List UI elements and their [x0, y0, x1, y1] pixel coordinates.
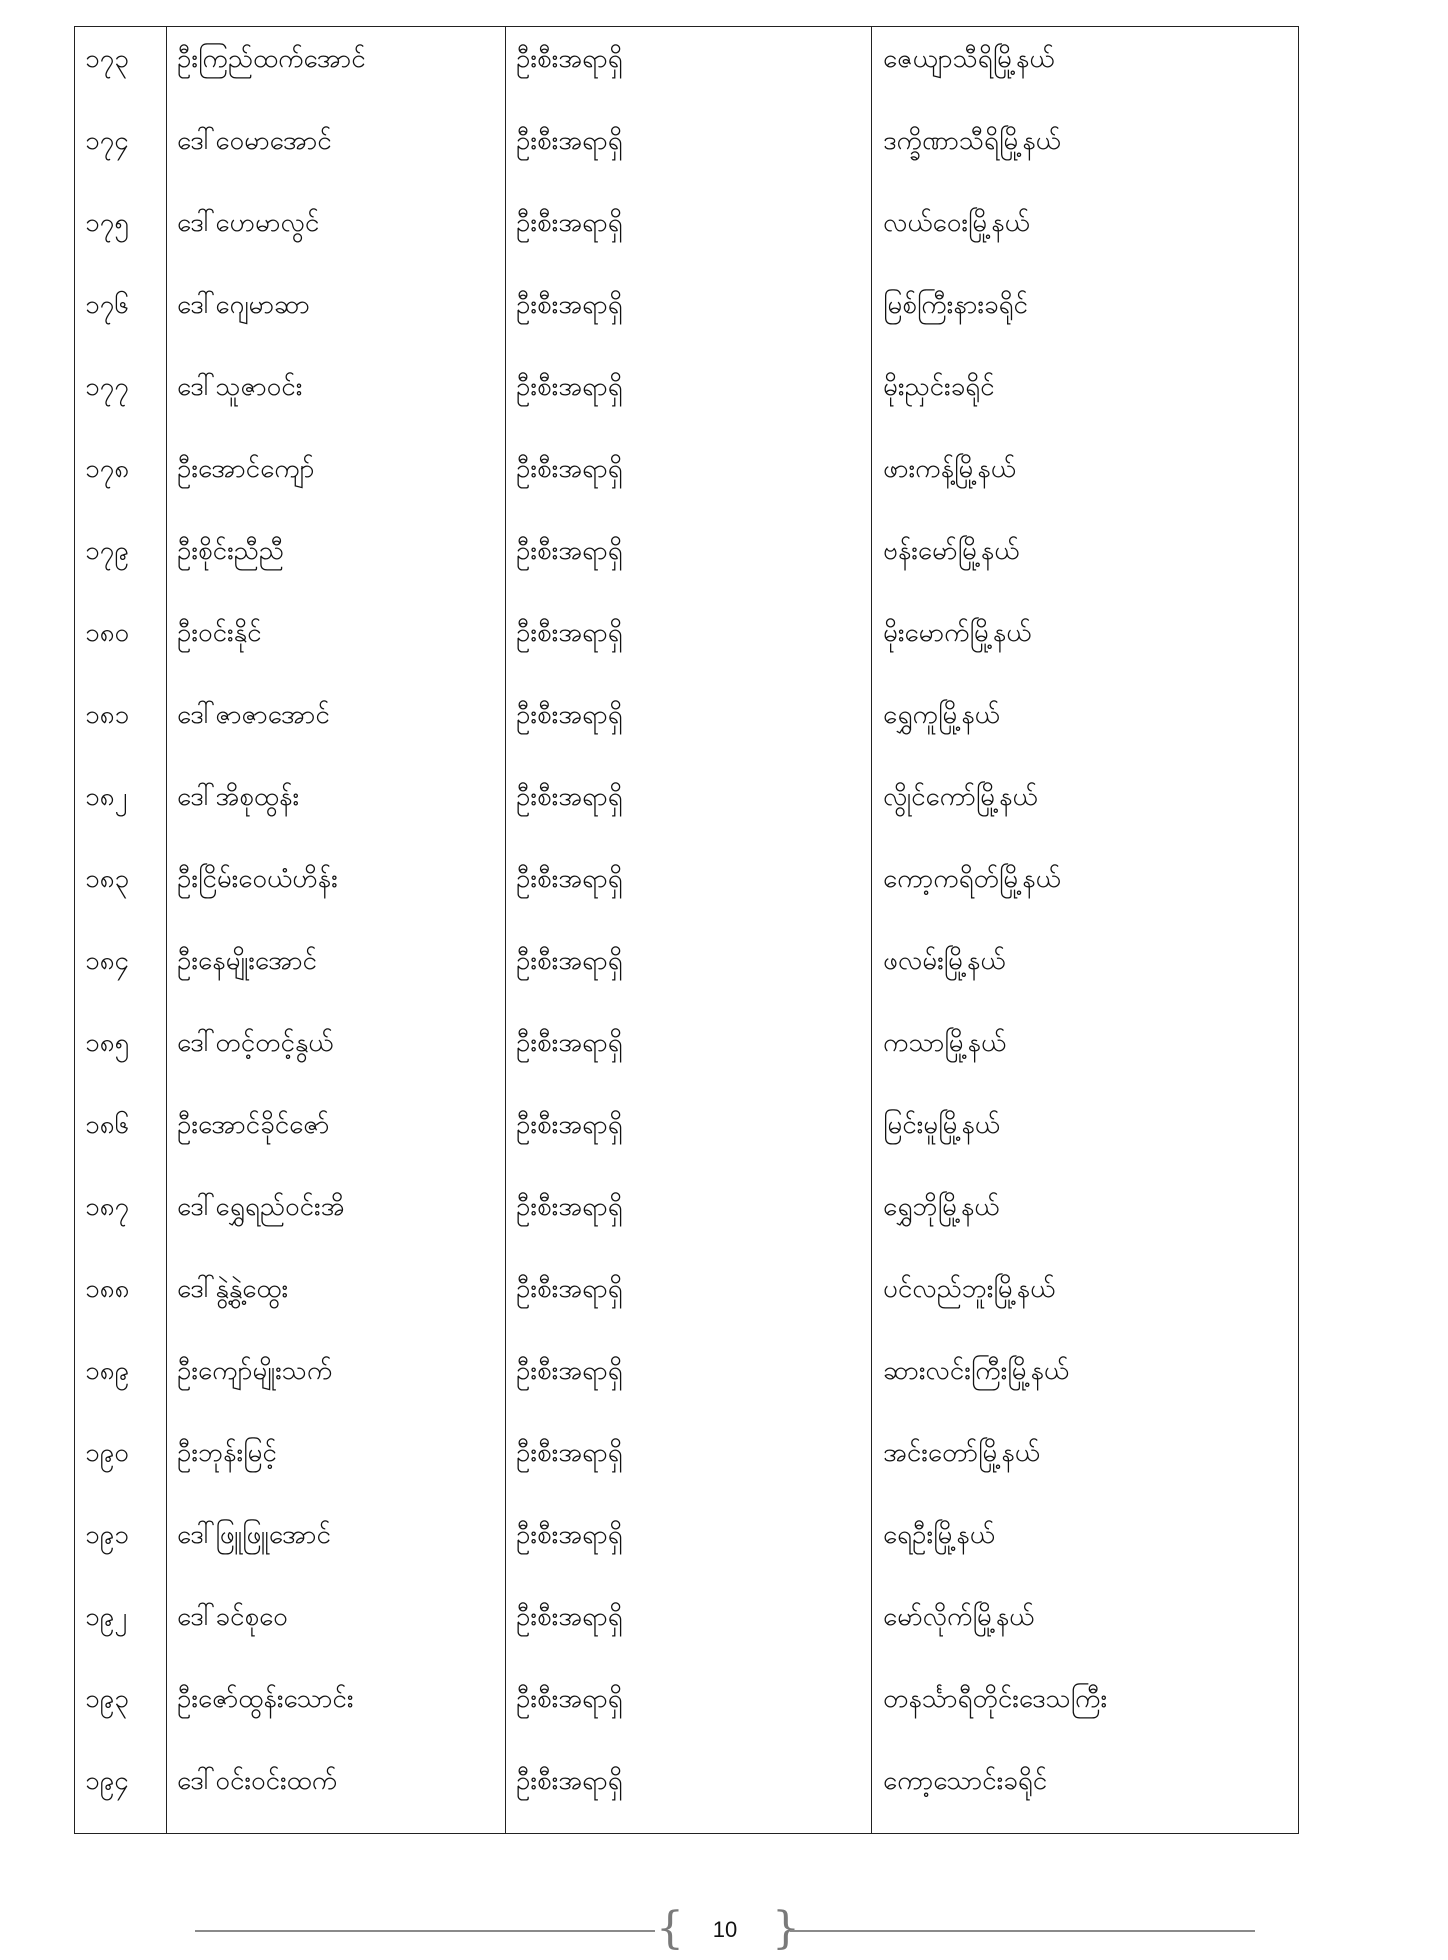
close-brace-icon: } [772, 1903, 800, 1954]
row-number: ၁၈၁ [85, 700, 130, 730]
table-row [75, 285, 1298, 367]
row-number: ၁၈၄ [85, 946, 130, 976]
person-name: ဒေါ်အိစုထွန်း [177, 782, 300, 812]
person-name: ဦးအောင်ကျော် [177, 454, 315, 484]
table-row [75, 941, 1298, 1023]
row-number: ၁၈၃ [85, 864, 130, 894]
footer-rule-left [195, 1930, 655, 1932]
assigned-location: မိုးညှင်းခရိုင် [883, 372, 995, 402]
assigned-location: ကော့ကရိတ်မြို့နယ် [883, 864, 1061, 894]
job-title: ဦးစီးအရာရှိ [516, 44, 623, 74]
assigned-location: ဗန်းမော်မြို့နယ် [883, 536, 1020, 566]
row-number: ၁၈၅ [85, 1028, 130, 1058]
person-name: ဒေါ်ဝေမာအောင် [177, 126, 332, 156]
table-row [75, 613, 1298, 695]
assigned-location: တနင်္သာရီတိုင်းဒေသကြီး [883, 1684, 1108, 1714]
person-name: ဦးငြိမ်းဝေယံဟိန်း [177, 864, 338, 894]
table-row [75, 1105, 1298, 1187]
person-name: ဦးနေမျိုးအောင် [177, 946, 317, 976]
table-row [75, 121, 1298, 203]
table-row [75, 1351, 1298, 1433]
assigned-location: ကော့သောင်းခရိုင် [883, 1766, 1048, 1796]
person-name: ဒေါ်ခင်စုဝေ [177, 1602, 288, 1632]
table-row [75, 777, 1298, 859]
assigned-location: ပင်လည်ဘူးမြို့နယ် [883, 1274, 1056, 1304]
job-title: ဦးစီးအရာရှိ [516, 372, 623, 402]
table-row [75, 531, 1298, 613]
row-number: ၁၇၃ [85, 44, 129, 74]
person-name: ဦးဘုန်းမြင့် [177, 1438, 277, 1468]
assigned-location: ဒက္ခိဏာသီရိမြို့နယ် [883, 126, 1061, 156]
open-brace-icon: { [656, 1903, 684, 1954]
job-title: ဦးစီးအရာရှိ [516, 290, 623, 320]
assigned-location: ရွှေကူမြို့နယ် [883, 700, 1000, 730]
row-number: ၁၉၁ [85, 1520, 129, 1550]
row-number: ၁၈၇ [85, 1192, 130, 1222]
assigned-location: မြစ်ကြီးနားခရိုင် [883, 290, 1028, 320]
row-number: ၁၉၀ [85, 1438, 129, 1468]
row-number: ၁၈၆ [85, 1110, 130, 1140]
table-row [75, 449, 1298, 531]
row-number: ၁၇၆ [85, 290, 129, 320]
job-title: ဦးစီးအရာရှိ [516, 1684, 623, 1714]
person-name: ဒေါ်တင့်တင့်နွယ် [177, 1028, 334, 1058]
row-number: ၁၉၂ [85, 1602, 128, 1632]
person-name: ဦးအောင်ခိုင်ဇော် [177, 1110, 330, 1140]
job-title: ဦးစီးအရာရှိ [516, 208, 623, 238]
person-name: ဦးဇော်ထွန်းသောင်း [177, 1684, 354, 1714]
assigned-location: ဆားလင်းကြီးမြို့နယ် [883, 1356, 1070, 1386]
person-name: ဦးဝင်းနိုင် [177, 618, 262, 648]
table-row [75, 859, 1298, 941]
table-row [75, 1433, 1298, 1515]
assigned-location: ရေဦးမြို့နယ် [883, 1520, 995, 1550]
table-row [75, 1269, 1298, 1351]
job-title: ဦးစီးအရာရှိ [516, 946, 623, 976]
person-name: ဦးကျော်မျိုးသက် [177, 1356, 333, 1386]
table-row [75, 1597, 1298, 1679]
job-title: ဦးစီးအရာရှိ [516, 1110, 623, 1140]
row-number: ၁၇၉ [85, 536, 129, 566]
assigned-location: မိုးမောက်မြို့နယ် [883, 618, 1032, 648]
job-title: ဦးစီးအရာရှိ [516, 1766, 623, 1796]
job-title: ဦးစီးအရာရှိ [516, 126, 623, 156]
assigned-location: မော်လိုက်မြို့နယ် [883, 1602, 1035, 1632]
row-number: ၁၉၃ [85, 1684, 129, 1714]
assigned-location: ဇေယျာသီရိမြို့နယ် [883, 44, 1055, 74]
assigned-location: ဖားကန့်မြို့နယ် [883, 454, 1016, 484]
job-title: ဦးစီးအရာရှိ [516, 1356, 623, 1386]
staff-table [74, 26, 1299, 1834]
person-name: ဒေါ်ဇာဇာအောင် [177, 700, 330, 730]
person-name: ဦးကြည်ထက်အောင် [177, 44, 366, 74]
job-title: ဦးစီးအရာရှိ [516, 536, 623, 566]
job-title: ဦးစီးအရာရှိ [516, 1274, 623, 1304]
assigned-location: လွိုင်ကော်မြို့နယ် [883, 782, 1038, 812]
person-name: ဒေါ်ဂျေမာဆာ [177, 290, 310, 320]
job-title: ဦးစီးအရာရှိ [516, 454, 623, 484]
job-title: ဦးစီးအရာရှိ [516, 1028, 623, 1058]
job-title: ဦးစီးအရာရှိ [516, 1192, 623, 1222]
table-row [75, 203, 1298, 285]
table-row [75, 39, 1298, 121]
table-row [75, 1187, 1298, 1269]
person-name: ဦးစိုင်းညီညီ [177, 536, 284, 566]
person-name: ဒေါ်ဖြူဖြူအောင် [177, 1520, 331, 1550]
table-row [75, 1679, 1298, 1761]
row-number: ၁၈၈ [85, 1274, 130, 1304]
table-row [75, 695, 1298, 777]
person-name: ဒေါ်သူဇာဝင်း [177, 372, 303, 402]
assigned-location: ရွှေဘိုမြို့နယ် [883, 1192, 1000, 1222]
page-number: 10 [712, 1917, 738, 1942]
person-name: ဒေါ်ဟေမာလွင် [177, 208, 320, 238]
assigned-location: မြင်းမူမြို့နယ် [883, 1110, 1001, 1140]
footer-rule-right [790, 1930, 1255, 1932]
row-number: ၁၉၄ [85, 1766, 129, 1796]
row-number: ၁၇၅ [85, 208, 129, 238]
assigned-location: လယ်ဝေးမြို့နယ် [883, 208, 1030, 238]
row-number: ၁၇၇ [85, 372, 129, 402]
job-title: ဦးစီးအရာရှိ [516, 700, 623, 730]
job-title: ဦးစီးအရာရှိ [516, 1520, 623, 1550]
page-footer [0, 1900, 1448, 1960]
job-title: ဦးစီးအရာရှိ [516, 1438, 623, 1468]
table-row [75, 1761, 1298, 1843]
table-row [75, 1023, 1298, 1105]
job-title: ဦးစီးအရာရှိ [516, 1602, 623, 1632]
row-number: ၁၇၈ [85, 454, 130, 484]
job-title: ဦးစီးအရာရှိ [516, 864, 623, 894]
row-number: ၁၈၀ [85, 618, 130, 648]
assigned-location: အင်းတော်မြို့နယ် [883, 1438, 1040, 1468]
job-title: ဦးစီးအရာရှိ [516, 782, 623, 812]
assigned-location: ဖလမ်းမြို့နယ် [883, 946, 1006, 976]
person-name: ဒေါ်ရွှေရည်ဝင်းအိ [177, 1192, 345, 1222]
person-name: ဒေါ်နွဲ့နွဲ့ထွေး [177, 1274, 289, 1304]
person-name: ဒေါ်ဝင်းဝင်းထက် [177, 1766, 338, 1796]
job-title: ဦးစီးအရာရှိ [516, 618, 623, 648]
row-number: ၁၈၂ [85, 782, 128, 812]
row-number: ၁၇၄ [85, 126, 129, 156]
row-number: ၁၈၉ [85, 1356, 130, 1386]
assigned-location: ကသာမြို့နယ် [883, 1028, 1007, 1058]
table-row [75, 1515, 1298, 1597]
table-row [75, 367, 1298, 449]
